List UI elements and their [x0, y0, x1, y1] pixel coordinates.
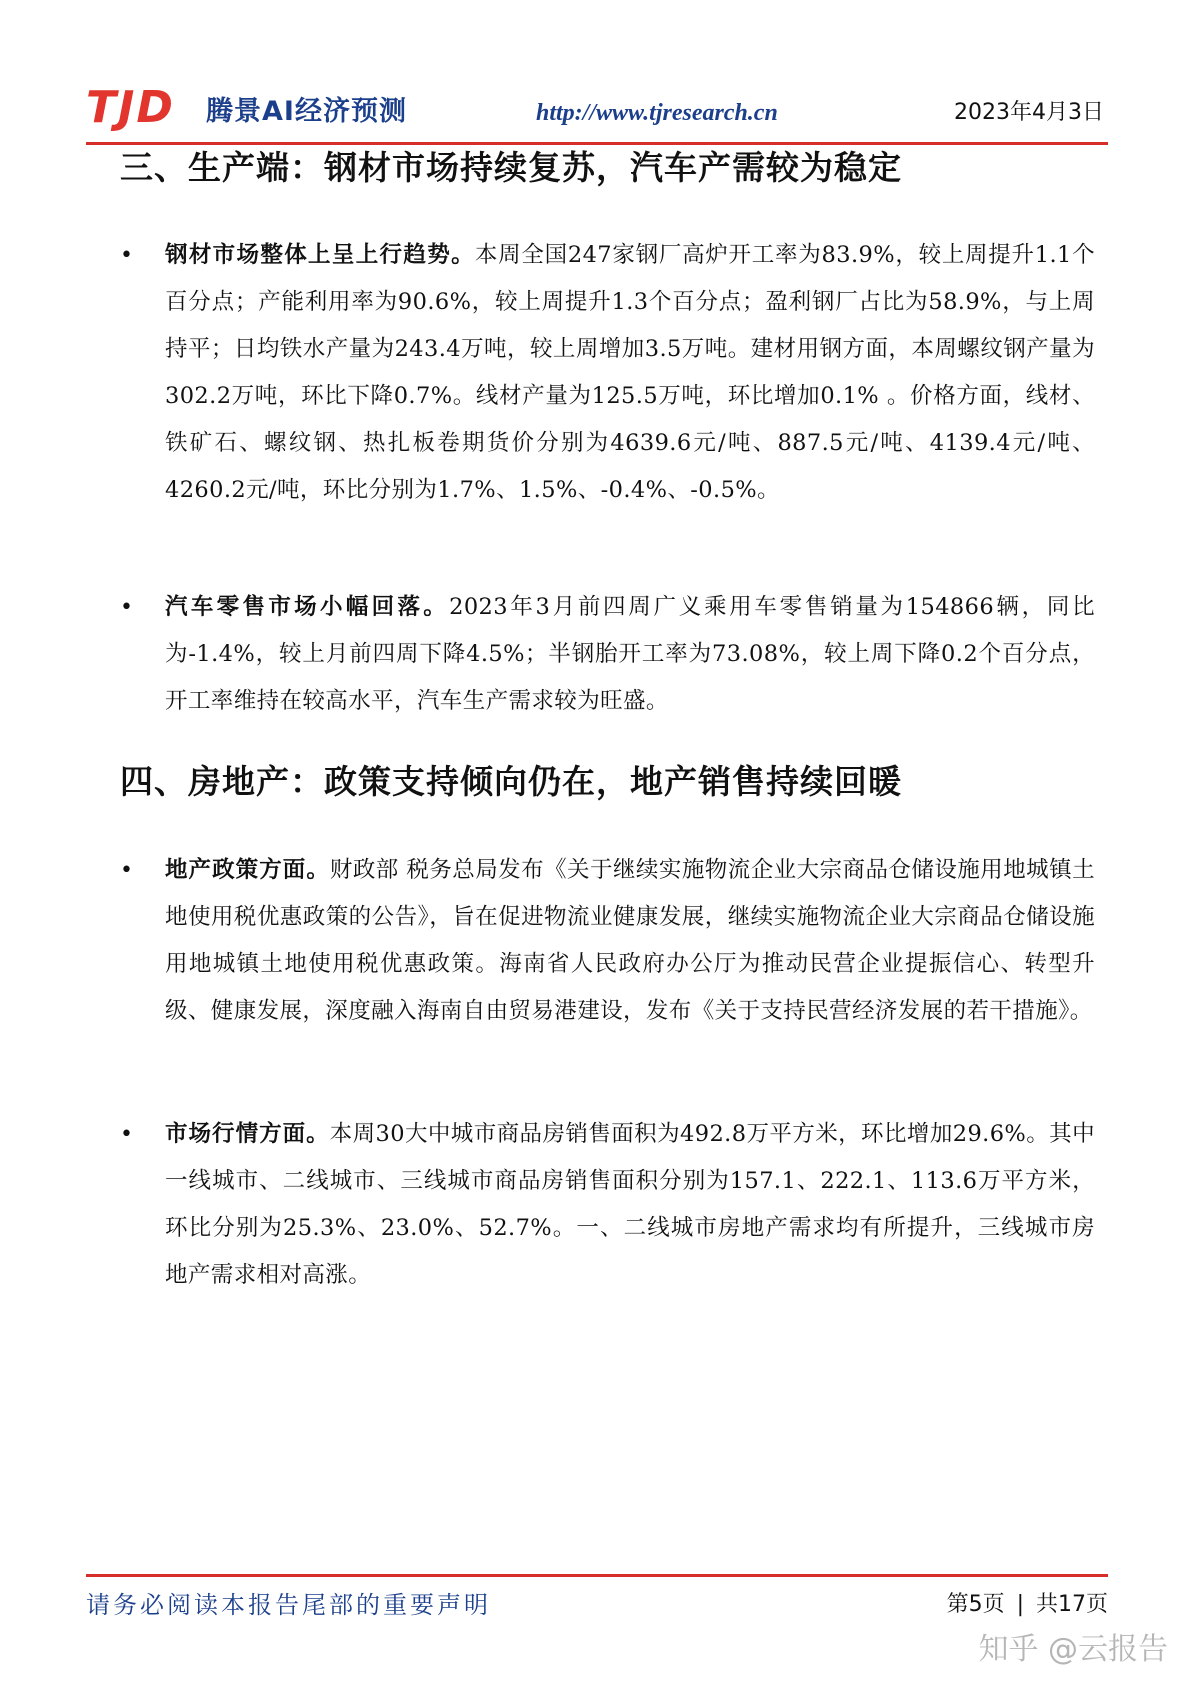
list-item-auto: [120, 584, 1095, 725]
page-total: 共17页: [1036, 1592, 1108, 1617]
section-title-real-estate: 四、房地产：政策支持倾向仍在，地产销售持续回暖: [120, 762, 902, 801]
logo-name: 腾景AI经济预测: [206, 96, 407, 127]
list-item-text: 2023年3月前四周广义乘用车零售销量为154866辆，同比为-1.4%，较上月前四周下降4.5%；半钢胎开工率为73.08%，较上周下降0.2个百分点，开工率维持在较高水平，汽车生产需求较为旺盛。: [165, 594, 1095, 714]
bullet-icon: •: [120, 1122, 133, 1147]
list-item-lead: 地产政策方面。: [165, 857, 330, 883]
list-item-market: [120, 1111, 1095, 1299]
list-item-body: [165, 584, 1095, 725]
website-link[interactable]: http://www.tjresearch.cn: [536, 100, 778, 126]
page-current: 第5页: [946, 1592, 1005, 1617]
page-header: [86, 82, 1108, 142]
list-item-text: 财政部 税务总局发布《关于继续实施物流企业大宗商品仓储设施用地城镇土地使用税优惠政策的公告》，旨在促进物流业健康发展，继续实施物流企业大宗商品仓储设施用地城镇土地使用税优惠政策。海南省人民政府办公厅为推动民营企业提振信心、转型升级、健康发展，深度融入海南自由贸易港建设，发布《关于支持民营经济发展的若干措施》。: [165, 857, 1095, 1024]
bullet-icon: •: [120, 243, 133, 268]
list-item-lead: 汽车零售市场小幅回落。: [165, 594, 450, 620]
list-item-text: 本周30大中城市商品房销售面积为492.8万平方米，环比增加29.6%。其中一线城市、二线城市、三线城市商品房销售面积分别为157.1、222.1、113.6万平方米，环比分别为25.3%、23.0%、52.7%。一、二线城市房地产需求均有所提升，三线城市房地产需求相对高涨。: [165, 1121, 1095, 1288]
list-item-body: [165, 1111, 1095, 1299]
list-item-body: [165, 232, 1095, 514]
bullet-icon: •: [120, 858, 133, 883]
bullet-icon: •: [120, 595, 133, 620]
logo-mark: TJD: [86, 82, 175, 133]
page-indicator: [947, 1588, 1108, 1622]
list-item-lead: 市场行情方面。: [165, 1121, 330, 1147]
list-item-body: [165, 847, 1095, 1035]
list-item-policy: [120, 847, 1095, 1035]
list-item-text: 本周全国247家钢厂高炉开工率为83.9%，较上周提升1.1个百分点；产能利用率为90.6%，较上周提升1.3个百分点；盈利钢厂占比为58.9%，与上周持平；日均铁水产量为243.4万吨，较上周增加3.5万吨。建材用钢方面，本周螺纹钢产量为302.2万吨，环比下降0.7%。线材产量为125.5万吨，环比增加0.1% 。价格方面，线材、铁矿石、螺纹钢、热扎板卷期货价分别为4639.6元/吨、887.5元/吨、4139.4元/吨、4260.2元/吨，环比分别为1.7%、1.5%、-0.4%、-0.5%。: [165, 242, 1095, 503]
watermark: 知乎 @云报告: [978, 1632, 1168, 1667]
report-date: 2023年4月3日: [954, 100, 1104, 125]
section-title-production: 三、生产端：钢材市场持续复苏，汽车产需较为稳定: [120, 148, 902, 187]
list-item-lead: 钢材市场整体上呈上行趋势。: [165, 242, 475, 268]
list-item-steel: [120, 232, 1095, 514]
footer-divider: [86, 1574, 1108, 1577]
header-divider: [86, 142, 1108, 145]
disclaimer-text: 请务必阅读本报告尾部的重要声明: [86, 1591, 491, 1619]
page-separator: |: [1016, 1592, 1024, 1617]
